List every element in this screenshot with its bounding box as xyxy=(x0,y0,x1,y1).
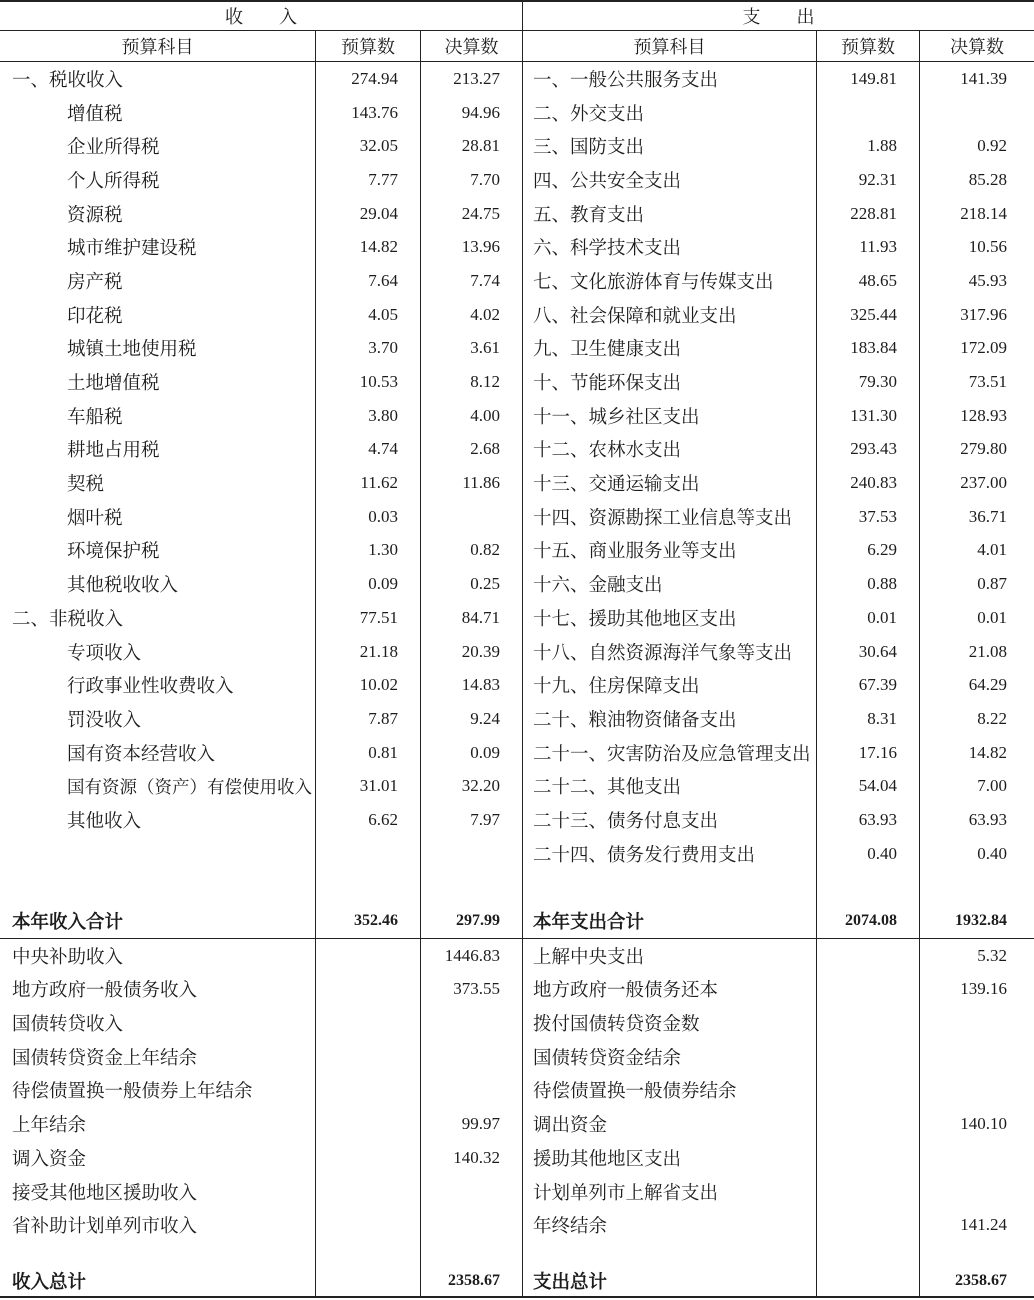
expenditure-budget-cell xyxy=(817,1208,920,1242)
income-budget-cell: 14.82 xyxy=(316,230,421,264)
expenditure-budget-cell xyxy=(817,1266,920,1296)
expenditure-budget-cell: 131.30 xyxy=(817,399,920,433)
income-final-cell xyxy=(421,1040,523,1074)
table-row xyxy=(0,635,1034,669)
income-item-cell: 国债转贷资金上年结余 xyxy=(0,1040,316,1074)
expenditure-final-cell xyxy=(920,96,1034,130)
expenditure-budget-cell: 79.30 xyxy=(817,365,920,399)
expenditure-item-cell: 一、一般公共服务支出 xyxy=(523,62,817,96)
expenditure-budget-cell: 6.29 xyxy=(817,534,920,568)
table-row xyxy=(0,399,1034,433)
income-budget-cell: 143.76 xyxy=(316,96,421,130)
expenditure-item-cell xyxy=(523,1242,817,1266)
table-row xyxy=(0,769,1034,803)
expenditure-item-cell: 本年支出合计 xyxy=(523,904,817,938)
expenditure-final-cell: 139.16 xyxy=(960,979,1007,999)
expenditure-final-cell: 1932.84 xyxy=(955,912,1007,930)
expenditure-final-cell: 0.92 xyxy=(977,136,1007,156)
expenditure-item-cell: 国债转贷资金结余 xyxy=(523,1040,817,1074)
income-item-cell xyxy=(0,1242,316,1266)
income-final-cell: 213.27 xyxy=(421,62,523,96)
income-final-cell: 8.12 xyxy=(421,365,523,399)
income-final-cell xyxy=(421,871,523,905)
spacer-row xyxy=(0,1242,1034,1266)
expenditure-final-cell: 237.00 xyxy=(960,473,1007,493)
expenditure-item-cell: 八、社会保障和就业支出 xyxy=(523,298,817,332)
income-final-cell: 2.68 xyxy=(421,433,523,467)
income-budget-cell xyxy=(316,1074,421,1108)
income-budget-cell: 6.62 xyxy=(316,803,421,837)
income-budget-cell: 0.09 xyxy=(316,567,421,601)
expenditure-final-cell xyxy=(920,1006,1034,1040)
expenditure-item-cell: 二十、粮油物资储备支出 xyxy=(523,702,817,736)
expenditure-budget-cell: 63.93 xyxy=(817,803,920,837)
income-final-cell xyxy=(421,500,523,534)
income-item-cell: 地方政府一般债务收入 xyxy=(0,973,316,1007)
expenditure-budget-cell: 92.31 xyxy=(817,163,920,197)
table-row xyxy=(0,1208,1034,1242)
expenditure-final-cell: 2358.67 xyxy=(955,1272,1007,1290)
expenditure-final-cell: 0.01 xyxy=(977,607,1007,627)
table-row xyxy=(0,1107,1034,1141)
table-row xyxy=(0,837,1034,871)
expenditure-final-cell xyxy=(920,1040,1034,1074)
expenditure-final-cell: 218.14 xyxy=(960,203,1007,223)
table-row xyxy=(0,264,1034,298)
income-budget-cell: 274.94 xyxy=(316,62,421,96)
income-item-cell: 企业所得税 xyxy=(0,129,316,163)
income-final-cell: 4.02 xyxy=(421,298,523,332)
expenditure-item-cell: 二十四、债务发行费用支出 xyxy=(523,837,817,871)
expenditure-item-cell: 上解中央支出 xyxy=(523,939,817,973)
expenditure-budget-cell: 30.64 xyxy=(817,635,920,669)
income-item-cell: 国有资本经营收入 xyxy=(0,736,316,770)
income-item-cell: 二、非税收入 xyxy=(0,601,316,635)
expenditure-item-cell: 二十二、其他支出 xyxy=(523,769,817,803)
table-row xyxy=(0,1040,1034,1074)
income-budget-cell xyxy=(316,1266,421,1296)
expenditure-final-cell: 21.08 xyxy=(968,641,1007,661)
table-row xyxy=(0,96,1034,130)
table-row xyxy=(0,939,1034,973)
income-item-cell: 烟叶税 xyxy=(0,500,316,534)
expenditure-final-cell: 36.71 xyxy=(968,506,1007,526)
expenditure-item-cell: 十四、资源勘探工业信息等支出 xyxy=(523,500,817,534)
income-item-cell: 接受其他地区援助收入 xyxy=(0,1175,316,1209)
income-item-cell: 上年结余 xyxy=(0,1107,316,1141)
table-row xyxy=(0,1175,1034,1209)
income-budget-cell: 0.81 xyxy=(316,736,421,770)
income-budget-cell xyxy=(316,973,421,1007)
expenditure-item-cell: 十、节能环保支出 xyxy=(523,365,817,399)
income-budget-cell: 1.30 xyxy=(316,534,421,568)
expenditure-item-cell: 二十一、灾害防治及应急管理支出 xyxy=(523,736,817,770)
income-budget-cell xyxy=(316,1208,421,1242)
income-final-cell: 0.82 xyxy=(421,534,523,568)
expenditure-final-cell: 63.93 xyxy=(968,809,1007,829)
income-budget-cell: 7.87 xyxy=(316,702,421,736)
table-row xyxy=(0,601,1034,635)
income-item-cell: 土地增值税 xyxy=(0,365,316,399)
income-final-cell: 7.74 xyxy=(421,264,523,298)
table-row xyxy=(0,567,1034,601)
income-final-cell: 84.71 xyxy=(421,601,523,635)
expenditure-item-cell xyxy=(523,871,817,905)
expenditure-item-cell: 年终结余 xyxy=(523,1208,817,1242)
expenditure-budget-cell xyxy=(817,1141,920,1175)
income-item-cell: 耕地占用税 xyxy=(0,433,316,467)
expenditure-item-cell: 十九、住房保障支出 xyxy=(523,668,817,702)
expenditure-item-cell: 七、文化旅游体育与传媒支出 xyxy=(523,264,817,298)
income-final-cell: 4.00 xyxy=(421,399,523,433)
table-row xyxy=(0,534,1034,568)
table-row xyxy=(0,803,1034,837)
expenditure-item-cell: 十一、城乡社区支出 xyxy=(523,399,817,433)
expenditure-budget-cell xyxy=(817,1107,920,1141)
income-final-cell: 0.09 xyxy=(421,736,523,770)
income-budget-cell: 0.03 xyxy=(316,500,421,534)
income-item-cell: 契税 xyxy=(0,466,316,500)
income-item-cell xyxy=(0,871,316,905)
expenditure-budget-cell: 1.88 xyxy=(817,129,920,163)
income-budget-cell xyxy=(316,1006,421,1040)
income-budget-cell: 77.51 xyxy=(316,601,421,635)
expenditure-item-column-header: 预算科目 xyxy=(523,31,817,61)
income-item-cell: 专项收入 xyxy=(0,635,316,669)
expenditure-item-cell: 十七、援助其他地区支出 xyxy=(523,601,817,635)
table-row xyxy=(0,466,1034,500)
income-item-cell: 其他收入 xyxy=(0,803,316,837)
income-item-cell: 一、税收收入 xyxy=(0,62,316,96)
table-row xyxy=(0,1141,1034,1175)
expenditure-budget-cell xyxy=(817,973,920,1007)
income-budget-cell: 10.02 xyxy=(316,668,421,702)
table-row xyxy=(0,973,1034,1007)
income-budget-cell xyxy=(316,1242,421,1266)
expenditure-budget-cell: 2074.08 xyxy=(817,904,920,938)
expenditure-budget-cell: 54.04 xyxy=(817,769,920,803)
table-row xyxy=(0,197,1034,231)
expenditure-item-cell: 十八、自然资源海洋气象等支出 xyxy=(523,635,817,669)
expenditure-item-cell: 四、公共安全支出 xyxy=(523,163,817,197)
income-final-cell: 13.96 xyxy=(421,230,523,264)
expenditure-final-cell: 0.40 xyxy=(977,843,1007,863)
expenditure-item-cell: 十六、金融支出 xyxy=(523,567,817,601)
expenditure-budget-cell: 293.43 xyxy=(817,433,920,467)
expenditure-item-cell: 援助其他地区支出 xyxy=(523,1141,817,1175)
expenditure-final-cell: 172.09 xyxy=(960,338,1007,358)
expenditure-item-cell: 待偿债置换一般债券结余 xyxy=(523,1074,817,1108)
table-body xyxy=(0,62,1034,1298)
expenditure-final-cell: 64.29 xyxy=(968,675,1007,695)
spacer-row xyxy=(0,871,1034,905)
expenditure-final-cell: 4.01 xyxy=(977,540,1007,560)
expenditure-final-cell xyxy=(920,1175,1034,1209)
expenditure-budget-cell: 149.81 xyxy=(817,62,920,96)
expenditure-item-cell: 计划单列市上解省支出 xyxy=(523,1175,817,1209)
income-item-cell: 待偿债置换一般债券上年结余 xyxy=(0,1074,316,1108)
expenditure-budget-cell: 8.31 xyxy=(817,702,920,736)
income-final-cell xyxy=(421,1006,523,1040)
expenditure-final-cell: 0.87 xyxy=(977,574,1007,594)
income-budget-cell: 7.64 xyxy=(316,264,421,298)
expenditure-budget-cell xyxy=(817,1006,920,1040)
expenditure-final-cell: 128.93 xyxy=(960,405,1007,425)
expenditure-final-cell: 8.22 xyxy=(977,708,1007,728)
income-final-cell: 373.55 xyxy=(421,973,523,1007)
expenditure-item-cell: 二、外交支出 xyxy=(523,96,817,130)
expenditure-final-cell: 141.24 xyxy=(960,1215,1007,1235)
income-budget-cell: 21.18 xyxy=(316,635,421,669)
income-budget-cell: 11.62 xyxy=(316,466,421,500)
income-final-cell xyxy=(421,1175,523,1209)
income-final-cell: 99.97 xyxy=(421,1107,523,1141)
income-final-cell: 7.70 xyxy=(421,163,523,197)
income-item-cell: 其他税收收入 xyxy=(0,567,316,601)
expenditure-final-cell: 45.93 xyxy=(968,270,1007,290)
income-final-cell: 2358.67 xyxy=(421,1266,523,1296)
income-item-cell: 环境保护税 xyxy=(0,534,316,568)
income-item-cell: 个人所得税 xyxy=(0,163,316,197)
income-final-cell: 11.86 xyxy=(421,466,523,500)
expenditure-item-cell: 九、卫生健康支出 xyxy=(523,332,817,366)
expenditure-budget-cell: 0.88 xyxy=(817,567,920,601)
income-budget-cell: 10.53 xyxy=(316,365,421,399)
expenditure-budget-cell xyxy=(817,1040,920,1074)
table-row xyxy=(0,736,1034,770)
income-item-cell: 房产税 xyxy=(0,264,316,298)
expenditure-final-cell: 73.51 xyxy=(968,372,1007,392)
expenditure-final-cell: 10.56 xyxy=(968,237,1007,257)
table-row xyxy=(0,298,1034,332)
income-final-cell: 28.81 xyxy=(421,129,523,163)
expenditure-item-cell: 调出资金 xyxy=(523,1107,817,1141)
income-final-cell: 3.61 xyxy=(421,332,523,366)
expenditure-final-cell: 5.32 xyxy=(977,945,1007,965)
income-budget-cell: 4.74 xyxy=(316,433,421,467)
section-header-row xyxy=(0,0,1034,31)
expenditure-budget-column-header: 预算数 xyxy=(817,31,920,61)
expenditure-budget-cell xyxy=(817,1175,920,1209)
income-item-cell: 省补助计划单列市收入 xyxy=(0,1208,316,1242)
expenditure-final-cell: 7.00 xyxy=(977,776,1007,796)
expenditure-item-cell: 十三、交通运输支出 xyxy=(523,466,817,500)
income-item-cell: 印花税 xyxy=(0,298,316,332)
income-final-cell xyxy=(421,837,523,871)
expenditure-section-header: 支 出 xyxy=(742,7,815,27)
expenditure-budget-cell: 325.44 xyxy=(817,298,920,332)
income-item-cell: 国债转贷收入 xyxy=(0,1006,316,1040)
income-budget-cell: 31.01 xyxy=(316,769,421,803)
expenditure-budget-cell: 37.53 xyxy=(817,500,920,534)
table-row xyxy=(0,668,1034,702)
income-budget-cell: 7.77 xyxy=(316,163,421,197)
income-budget-cell: 4.05 xyxy=(316,298,421,332)
income-final-cell: 14.83 xyxy=(421,668,523,702)
income-item-cell: 车船税 xyxy=(0,399,316,433)
income-item-cell: 城市维护建设税 xyxy=(0,230,316,264)
expenditure-budget-cell xyxy=(817,939,920,973)
expenditure-budget-cell: 183.84 xyxy=(817,332,920,366)
table-row xyxy=(0,702,1034,736)
income-item-column-header: 预算科目 xyxy=(0,31,316,61)
expenditure-budget-cell: 11.93 xyxy=(817,230,920,264)
table-row xyxy=(0,1074,1034,1108)
table-row xyxy=(0,332,1034,366)
table-row xyxy=(0,365,1034,399)
income-final-cell: 94.96 xyxy=(421,96,523,130)
table-row xyxy=(0,433,1034,467)
expenditure-budget-cell: 0.01 xyxy=(817,601,920,635)
expenditure-budget-cell: 48.65 xyxy=(817,264,920,298)
income-section-header: 收 入 xyxy=(0,2,523,30)
income-final-cell: 24.75 xyxy=(421,197,523,231)
income-item-cell: 行政事业性收费收入 xyxy=(0,668,316,702)
income-budget-cell: 29.04 xyxy=(316,197,421,231)
expenditure-budget-cell xyxy=(817,871,920,905)
income-budget-cell xyxy=(316,1107,421,1141)
income-item-cell: 调入资金 xyxy=(0,1141,316,1175)
income-budget-cell xyxy=(316,1141,421,1175)
income-final-cell xyxy=(421,1242,523,1266)
expenditure-final-cell: 85.28 xyxy=(968,169,1007,189)
grand-total-row xyxy=(0,1266,1034,1298)
expenditure-budget-cell: 0.40 xyxy=(817,837,920,871)
expenditure-budget-cell: 67.39 xyxy=(817,668,920,702)
income-item-cell: 收入总计 xyxy=(0,1266,316,1296)
expenditure-budget-cell xyxy=(817,1242,920,1266)
income-final-cell: 297.99 xyxy=(421,904,523,938)
income-budget-cell xyxy=(316,939,421,973)
expenditure-final-cell: 14.82 xyxy=(968,742,1007,762)
income-budget-cell: 3.70 xyxy=(316,332,421,366)
expenditure-final-cell: 140.10 xyxy=(960,1114,1007,1134)
expenditure-final-column-header: 决算数 xyxy=(950,37,1004,57)
income-budget-cell: 32.05 xyxy=(316,129,421,163)
income-final-cell: 32.20 xyxy=(421,769,523,803)
income-final-cell: 1446.83 xyxy=(421,939,523,973)
expenditure-final-cell xyxy=(920,1074,1034,1108)
income-budget-cell: 352.46 xyxy=(316,904,421,938)
expenditure-final-cell: 317.96 xyxy=(960,304,1007,324)
expenditure-final-cell xyxy=(920,1141,1034,1175)
expenditure-final-cell xyxy=(920,871,1034,905)
expenditure-final-cell xyxy=(920,1242,1034,1266)
expenditure-item-cell: 六、科学技术支出 xyxy=(523,230,817,264)
expenditure-budget-cell xyxy=(817,96,920,130)
expenditure-budget-cell xyxy=(817,1074,920,1108)
expenditure-item-cell: 三、国防支出 xyxy=(523,129,817,163)
table-row xyxy=(0,500,1034,534)
expenditure-item-cell: 拨付国债转贷资金数 xyxy=(523,1006,817,1040)
income-item-cell: 罚没收入 xyxy=(0,702,316,736)
table-row xyxy=(0,163,1034,197)
income-final-column-header: 决算数 xyxy=(421,31,523,61)
table-row xyxy=(0,1006,1034,1040)
income-item-cell: 城镇土地使用税 xyxy=(0,332,316,366)
expenditure-item-cell: 十五、商业服务业等支出 xyxy=(523,534,817,568)
expenditure-budget-cell: 240.83 xyxy=(817,466,920,500)
income-final-cell: 9.24 xyxy=(421,702,523,736)
expenditure-budget-cell: 228.81 xyxy=(817,197,920,231)
income-budget-cell xyxy=(316,1175,421,1209)
income-item-cell xyxy=(0,837,316,871)
table-row xyxy=(0,230,1034,264)
expenditure-item-cell: 地方政府一般债务还本 xyxy=(523,973,817,1007)
income-final-cell: 0.25 xyxy=(421,567,523,601)
expenditure-item-cell: 十二、农林水支出 xyxy=(523,433,817,467)
income-final-cell: 140.32 xyxy=(421,1141,523,1175)
column-header-row xyxy=(0,31,1034,62)
table-row xyxy=(0,129,1034,163)
income-final-cell xyxy=(421,1074,523,1108)
income-budget-column-header: 预算数 xyxy=(316,31,421,61)
subtotal-row xyxy=(0,904,1034,939)
income-budget-cell: 3.80 xyxy=(316,399,421,433)
expenditure-item-cell: 二十三、债务付息支出 xyxy=(523,803,817,837)
expenditure-budget-cell: 17.16 xyxy=(817,736,920,770)
income-final-cell: 20.39 xyxy=(421,635,523,669)
income-item-cell: 本年收入合计 xyxy=(0,904,316,938)
expenditure-item-cell: 五、教育支出 xyxy=(523,197,817,231)
expenditure-final-cell: 279.80 xyxy=(960,439,1007,459)
income-item-cell: 国有资源（资产）有偿使用收入 xyxy=(0,769,316,803)
expenditure-final-cell: 141.39 xyxy=(960,68,1007,88)
income-budget-cell xyxy=(316,1040,421,1074)
income-budget-cell xyxy=(316,871,421,905)
income-final-cell: 7.97 xyxy=(421,803,523,837)
income-budget-cell xyxy=(316,837,421,871)
income-item-cell: 增值税 xyxy=(0,96,316,130)
expenditure-item-cell: 支出总计 xyxy=(523,1266,817,1296)
income-item-cell: 资源税 xyxy=(0,197,316,231)
income-final-cell xyxy=(421,1208,523,1242)
income-item-cell: 中央补助收入 xyxy=(0,939,316,973)
table-row xyxy=(0,62,1034,96)
